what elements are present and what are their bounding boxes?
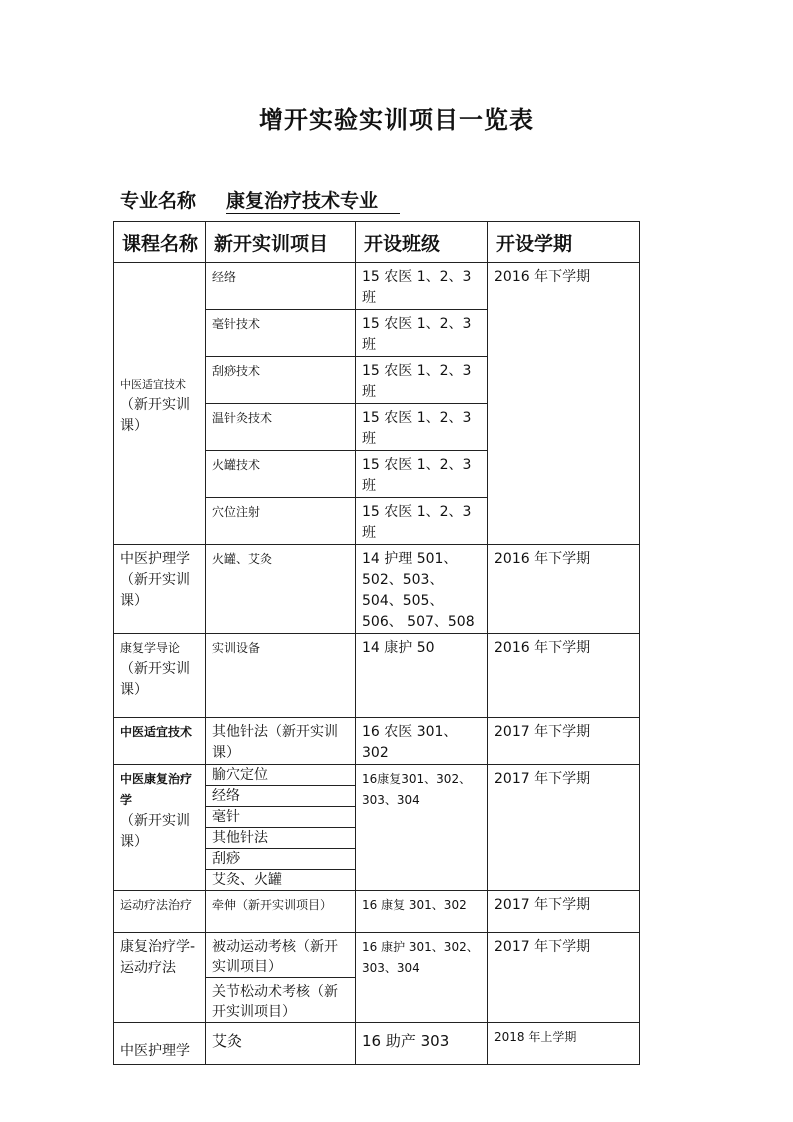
project-cell: 火罐、艾灸 [206, 545, 356, 634]
course-name: 中医康复治疗学 [120, 772, 193, 807]
course-cell: 运动疗法治疗 [114, 891, 206, 933]
term-cell: 2017 年下学期 [488, 933, 640, 1023]
course-note: （新开实训课） [120, 813, 190, 850]
table-row [114, 933, 640, 978]
course-cell [114, 634, 206, 718]
page-title: 增开实验实训项目一览表 [259, 106, 534, 134]
training-projects-table [113, 221, 640, 1065]
project-cell: 其他针法 [206, 828, 356, 849]
term-cell: 2016 年下学期 [488, 545, 640, 634]
term-cell: 2017 年下学期 [488, 718, 640, 765]
class-cell: 16 康护 301、302、303、304 [356, 933, 488, 1023]
project-cell: 经络 [206, 263, 356, 310]
class-cell: 15 农医 1、2、3 班 [356, 263, 488, 310]
project-cell: 毫针技术 [206, 310, 356, 357]
term-cell: 2017 年下学期 [488, 765, 640, 891]
class-cell: 14 护理 501、502、503、504、505、506、 507、508 [356, 545, 488, 634]
project-cell: 刮痧 [206, 849, 356, 870]
course-cell: 中医护理学 [114, 1023, 206, 1065]
term-cell: 2016 年下学期 [488, 263, 640, 545]
project-cell: 毫针 [206, 807, 356, 828]
major-value: 康复治疗技术专业 [226, 186, 400, 214]
course-note: （新开实训课） [120, 397, 190, 434]
project-cell: 刮痧技术 [206, 357, 356, 404]
term-cell: 2017 年下学期 [488, 891, 640, 933]
table-row [114, 891, 640, 933]
header-course: 课程名称 [114, 222, 206, 263]
class-cell: 15 农医 1、2、3 班 [356, 357, 488, 404]
project-cell: 艾灸、火罐 [206, 870, 356, 891]
project-cell: 关节松动术考核（新开实训项目） [206, 978, 356, 1023]
class-cell: 16 康复 301、302 [356, 891, 488, 933]
project-cell: 腧穴定位 [206, 765, 356, 786]
class-cell: 16 助产 303 [356, 1023, 488, 1065]
header-term: 开设学期 [488, 222, 640, 263]
class-cell: 15 农医 1、2、3 班 [356, 310, 488, 357]
table-row [114, 263, 640, 310]
course-cell: 康复治疗学-运动疗法 [114, 933, 206, 1023]
major-line [120, 186, 400, 214]
table-row [114, 1023, 640, 1065]
class-cell: 15 农医 1、2、3 班 [356, 404, 488, 451]
course-cell [114, 263, 206, 545]
project-cell: 其他针法（新开实训课） [206, 718, 356, 765]
term-cell: 2018 年上学期 [488, 1023, 640, 1065]
class-cell: 14 康护 50 [356, 634, 488, 718]
course-cell [114, 765, 206, 891]
course-note: （新开实训课） [120, 661, 190, 698]
table-row [114, 634, 640, 718]
project-cell: 实训设备 [206, 634, 356, 718]
major-label: 专业名称 [120, 190, 197, 212]
project-cell: 温针灸技术 [206, 404, 356, 451]
table-row [114, 718, 640, 765]
class-cell: 16 农医 301、302 [356, 718, 488, 765]
course-name: 中医适宜技术 [120, 378, 186, 391]
header-class: 开设班级 [356, 222, 488, 263]
table-row [114, 765, 640, 786]
project-cell: 经络 [206, 786, 356, 807]
class-cell: 15 农医 1、2、3 班 [356, 498, 488, 545]
course-name: 康复学导论 [120, 641, 181, 655]
project-cell: 穴位注射 [206, 498, 356, 545]
course-cell: 中医护理学（新开实训课） [114, 545, 206, 634]
course-cell: 中医适宜技术 [114, 718, 206, 765]
class-cell: 15 农医 1、2、3 班 [356, 451, 488, 498]
project-cell: 牵伸（新开实训项目） [206, 891, 356, 933]
project-cell: 被动运动考核（新开实训项目） [206, 933, 356, 978]
table-header-row [114, 222, 640, 263]
table-row [114, 545, 640, 634]
project-cell: 艾灸 [206, 1023, 356, 1065]
term-cell: 2016 年下学期 [488, 634, 640, 718]
class-cell: 16康复301、302、303、304 [356, 765, 488, 891]
header-project: 新开实训项目 [206, 222, 356, 263]
project-cell: 火罐技术 [206, 451, 356, 498]
